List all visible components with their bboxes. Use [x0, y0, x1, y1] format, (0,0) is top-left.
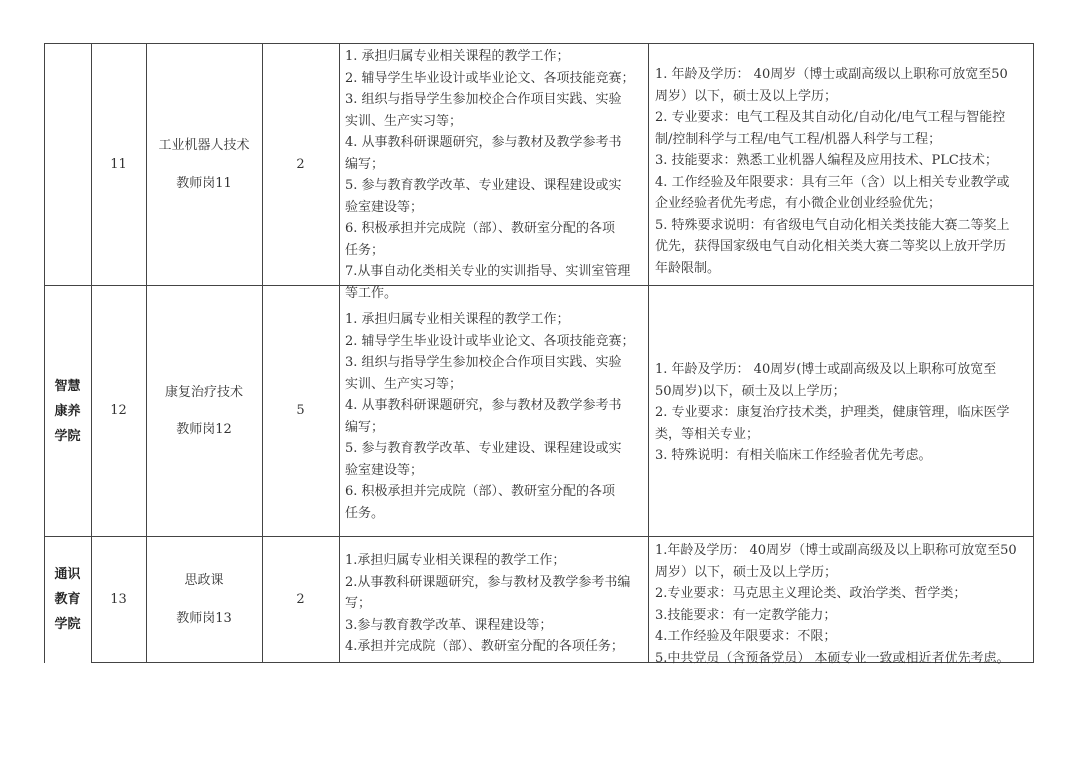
major-cell: [146, 286, 262, 536]
duty-line: 4. 从事教科研课题研究，参与教材及教学参考书: [345, 135, 622, 150]
table-row: [91, 44, 146, 285]
duties-cell: [345, 309, 645, 524]
duty-line: 1.承担归属专业相关课程的教学工作；: [345, 553, 566, 568]
table-row: [91, 537, 146, 662]
duty-line: 4.承担并完成院（部）、教研室分配的各项任务；: [345, 639, 624, 654]
duty-line: 2.从事教科研课题研究，参与教材及教学参考书编: [345, 574, 631, 590]
requirement-line: 4. 工作经验及年限要求：具有三年（含）以上相关专业教学或: [655, 174, 1010, 190]
requirement-line: 3. 技能要求：熟悉工业机器人编程及应用技术、PLC技术；: [655, 153, 998, 168]
requirement-line: 3.技能要求：有一定教学能力；: [655, 607, 837, 623]
requirements-cell: [655, 540, 1031, 669]
requirement-line: 周岁）以下，硕士及以上学历；: [655, 564, 838, 580]
requirement-line: 企业经验者优先考虑，有小微企业创业经验优先；: [655, 196, 942, 211]
requirement-line: 5.中共党员（含预备党员） 本硕专业一致或相近者优先考虑。: [655, 650, 1010, 666]
requirement-line: 制/控制科学与工程/电气工程/机器人科学与工程；: [655, 131, 942, 147]
requirement-line: 5. 特殊要求说明：有省级电气自动化相关类技能大赛二等奖上: [655, 217, 1010, 233]
duty-line: 3. 组织与指导学生参加校企合作项目实践、实验: [345, 92, 622, 107]
post-name: 教师岗11: [176, 175, 232, 191]
post-name: 教师岗12: [176, 422, 232, 437]
requirement-line: 周岁）以下，硕士及以上学历；: [655, 88, 838, 104]
duty-line: 1. 承担归属专业相关课程的教学工作；: [345, 312, 570, 327]
duty-line: 任务；: [345, 242, 385, 258]
requirement-line: 优先，获得国家级电气自动化相关类大赛二等奖以上放开学历: [655, 239, 1007, 254]
headcount: 2: [296, 591, 305, 607]
major-cell: [146, 44, 262, 285]
major-cell: [146, 537, 262, 662]
duty-line: 5. 参与教育教学改革、专业建设、课程建设或实: [345, 441, 622, 456]
requirement-line: 1. 年龄及学历： 40周岁（博士或副高级以上职称可放宽至50: [655, 67, 1008, 82]
headcount-cell: [262, 537, 339, 662]
requirement-line: 50周岁)以下，硕士及以上学历；: [655, 383, 846, 399]
headcount-cell: [262, 286, 339, 536]
requirement-line: 2. 专业要求：电气工程及其自动化/自动化/电气工程与智能控: [655, 110, 1006, 125]
college-cell: [44, 537, 91, 662]
duty-line: 实训、生产实习等；: [345, 113, 463, 129]
table-right-border: [1033, 43, 1034, 663]
major-name: 思政课: [184, 573, 224, 588]
college-name-line: 学院: [54, 617, 81, 632]
column-divider: [339, 43, 340, 663]
row-number: 11: [110, 156, 127, 172]
requirements-cell: [655, 359, 1031, 467]
row-number: 12: [110, 403, 127, 419]
requirement-line: 1.年龄及学历： 40周岁（博士或副高级及以上职称可放宽至50: [655, 543, 1017, 558]
requirement-line: 2. 专业要求：康复治疗技术类，护理类，健康管理，临床医学: [655, 405, 1010, 420]
duty-line: 3. 组织与指导学生参加校企合作项目实践、实验: [345, 355, 622, 370]
college-name-line: 康养: [54, 403, 81, 419]
duty-line: 2. 辅导学生毕业设计或毕业论文、各项技能竞赛；: [345, 70, 635, 86]
duties-cell: [345, 46, 645, 304]
college-name-line: 学院: [54, 428, 81, 444]
college-cell: [44, 286, 91, 536]
column-divider: [648, 43, 649, 663]
requirement-line: 2.专业要求：马克思主义理论类、政治学类、哲学类；: [655, 586, 967, 601]
duty-line: 5. 参与教育教学改革、专业建设、课程建设或实: [345, 178, 622, 193]
duty-line: 1. 承担归属专业相关课程的教学工作；: [345, 49, 570, 64]
duty-line: 4. 从事教科研课题研究，参与教材及教学参考书: [345, 398, 622, 413]
requirements-cell: [655, 64, 1031, 279]
duty-line: 验室建设等；: [345, 462, 424, 478]
requirement-line: 3. 特殊说明：有相关临床工作经验者优先考虑。: [655, 448, 932, 463]
requirement-line: 1. 年龄及学历： 40周岁(博士或副高级及以上职称可放宽至: [655, 362, 997, 377]
duty-line: 2. 辅导学生毕业设计或毕业论文、各项技能竞赛；: [345, 333, 635, 349]
college-name-line: 教育: [54, 592, 81, 607]
post-name: 教师岗13: [176, 610, 232, 626]
duty-line: 写；: [345, 596, 372, 611]
duty-line: 6. 积极承担并完成院（部）、教研室分配的各项: [345, 221, 616, 236]
duty-line: 编写；: [345, 156, 385, 172]
duty-line: 3.参与教育教学改革、课程建设等；: [345, 617, 553, 633]
duty-line: 验室建设等；: [345, 199, 424, 215]
duty-line: 7.从事自动化类相关专业的实训指导、实训室管理: [345, 264, 631, 279]
requirement-line: 类，等相关专业；: [655, 426, 760, 442]
headcount-cell: [262, 44, 339, 285]
table-row: [91, 286, 146, 536]
row-number: 13: [110, 591, 127, 607]
duty-line: 6. 积极承担并完成院（部）、教研室分配的各项: [345, 484, 616, 499]
duty-line: 等工作。: [345, 285, 398, 301]
headcount: 2: [296, 156, 305, 172]
college-name-line: 智慧: [54, 378, 81, 394]
duty-line: 任务。: [345, 505, 385, 521]
major-name: 工业机器人技术: [158, 138, 250, 153]
requirement-line: 年龄限制。: [655, 260, 721, 276]
headcount: 5: [296, 403, 305, 419]
duty-line: 编写；: [345, 419, 385, 435]
duty-line: 实训、生产实习等；: [345, 376, 463, 392]
requirement-line: 4.工作经验及年限要求：不限；: [655, 629, 837, 644]
major-name: 康复治疗技术: [164, 384, 243, 400]
college-name-line: 通识: [54, 567, 81, 582]
duties-cell: [345, 550, 645, 658]
